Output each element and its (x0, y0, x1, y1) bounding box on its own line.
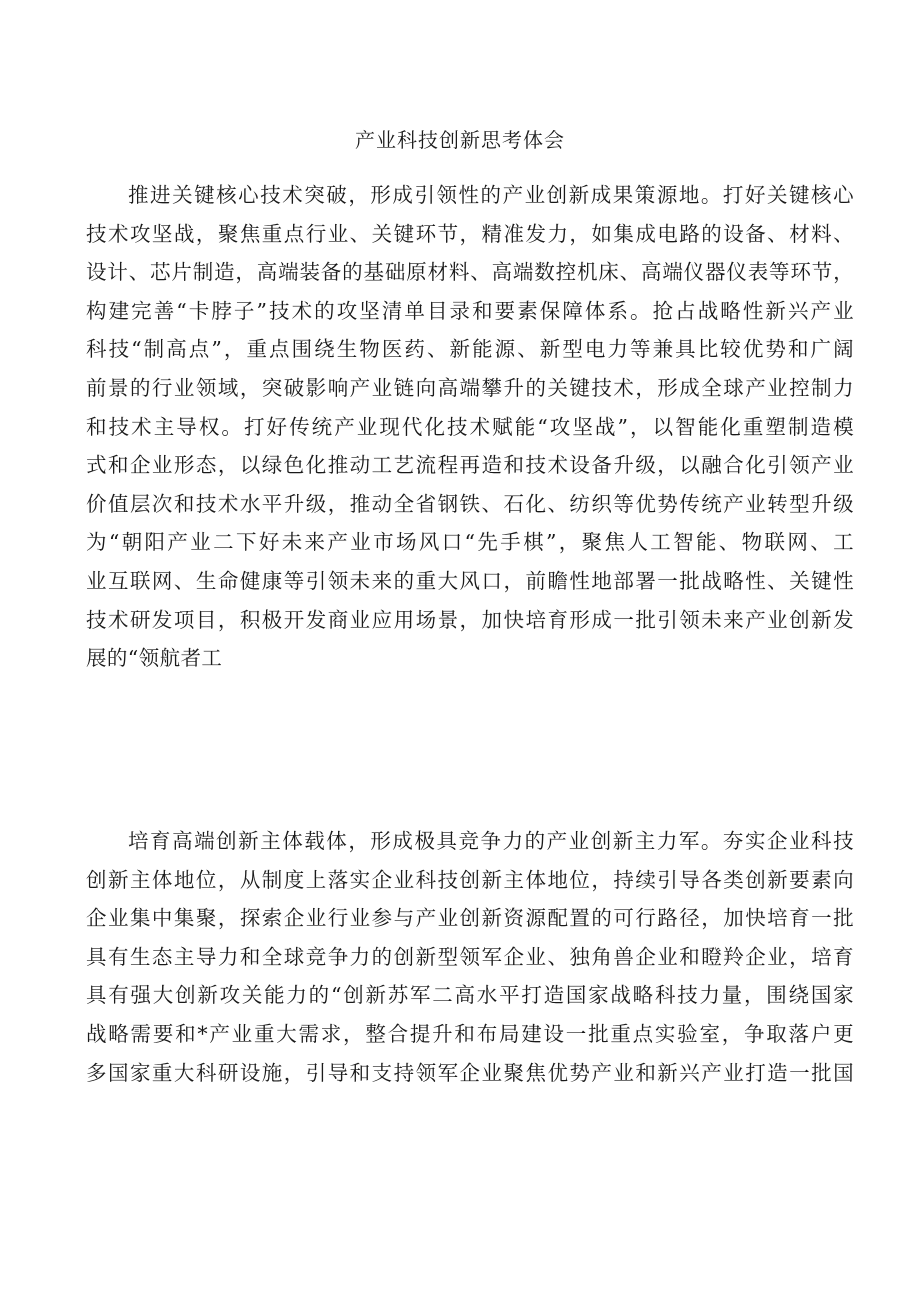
text-line: 具有强大创新攻关能力的“创新苏军二高水平打造国家战略科技力量，围绕国家 (86, 983, 854, 1008)
text-line: 业互联网、生命健康等引领未来的重大风口，前瞻性地部署一批战略性、关键性 (86, 568, 854, 593)
text-line: 式和企业形态，以绿色化推动工艺流程再造和技术设备升级，以融合化引领产业 (86, 453, 854, 478)
text-line: 多国家重大科研设施，引导和支持领军企业聚焦优势产业和新兴产业打造一批国 (86, 1060, 854, 1085)
text-line: 前景的行业领域，突破影响产业链向高端攀升的关键技术，形成全球产业控制力 (86, 375, 854, 400)
text-line: 战略需要和*产业重大需求，整合提升和布局建设一批重点实验室，争取落户更 (86, 1021, 854, 1046)
paragraph-2 (86, 822, 854, 1092)
text-line: 企业集中集聚，探索企业行业参与产业创新资源配置的可行路径，加快培育一批 (86, 906, 854, 931)
document-title: 产业科技创新思考体会 (355, 128, 565, 152)
text-line: 科技“制高点”，重点围绕生物医药、新能源、新型电力等兼具比较优势和广阔 (86, 337, 854, 362)
text-line: 构建完善“卡脖子”技术的攻坚清单目录和要素保障体系。抢占战略性新兴产业 (86, 298, 854, 323)
text-line: 技术攻坚战，聚焦重点行业、关键环节，精准发力，如集成电路的设备、材料、 (86, 221, 854, 246)
text-line: 设计、芯片制造，高端装备的基础原材料、高端数控机床、高端仪器仪表等环节， (86, 260, 854, 285)
text-line: 和技术主导权。打好传统产业现代化技术赋能“攻坚战”，以智能化重塑制造模 (86, 414, 854, 439)
text-line: 培育高端创新主体载体，形成极具竞争力的产业创新主力军。夯实企业科技 (128, 829, 854, 853)
text-line: 价值层次和技术水平升级，推动全省钢铁、石化、纺织等优势传统产业转型升级 (86, 491, 854, 516)
text-line: 创新主体地位，从制度上落实企业科技创新主体地位，持续引导各类创新要素向 (86, 867, 854, 892)
text-line: 为“朝阳产业二下好未来产业市场风口“先手棋”，聚焦人工智能、物联网、工 (86, 530, 854, 555)
text-line: 展的“领航者工 (86, 646, 223, 671)
text-line: 具有生态主导力和全球竞争力的创新型领军企业、独角兽企业和瞪羚企业，培育 (86, 944, 854, 969)
text-line: 推进关键核心技术突破，形成引领性的产业创新成果策源地。打好关键核心 (128, 183, 854, 207)
paragraph-1 (86, 176, 854, 678)
text-line: 技术研发项目，积极开发商业应用场景，加快培育形成一批引领未来产业创新发 (86, 607, 854, 632)
